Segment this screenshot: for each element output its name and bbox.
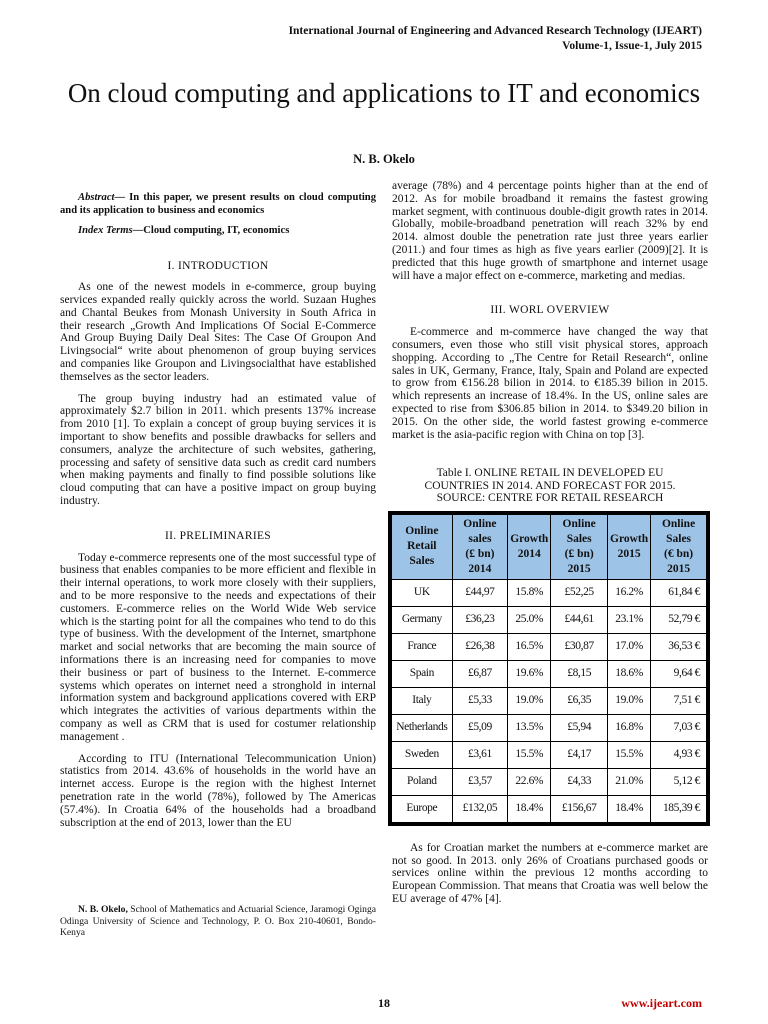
intro-paragraph-1: As one of the newest models in e-commerce, group buying services expanded really quickly across the world. Suzaan Hughes and Chantal Beukes from Monash University in South Africa in their research „Growth And Implications Of Social E-Commerce And Group Buying Daily Deal Sites: The Case Of Groupon And Livingsocial“ write about phenomenon of group buying services and companies like Groupon and Livingsocialthat have established themselves as the sector leaders. — [60, 281, 376, 383]
table-cell: 19.0% — [608, 687, 651, 714]
journal-name: International Journal of Engineering and Advanced Research Technology (IJEART) — [288, 25, 702, 37]
table-cell: £36,23 — [452, 606, 508, 633]
croatia-paragraph: As for Croatian market the numbers at e-commerce market are not so good. In 2013. only 26% of Croatians purchased goods or services online within the previous 12 months according to European Commission. That means that Croatia was well below the EU average of 47% [4]. — [392, 841, 708, 906]
table-cell: UK — [390, 579, 452, 606]
table-cell: 7,51 € — [651, 687, 708, 714]
volume-issue: Volume-1, Issue-1, July 2015 — [562, 40, 702, 52]
table-cell: £4,17 — [551, 741, 608, 768]
table-cell: £5,94 — [551, 714, 608, 741]
table-cell: 52,79 € — [651, 606, 708, 633]
table-cell: £6,87 — [452, 660, 508, 687]
table-cell: £3,57 — [452, 768, 508, 795]
paper-title: On cloud computing and applications to IT and economics — [67, 78, 701, 108]
preliminaries-paragraph-2: According to ITU (International Telecommunication Union) statistics from 2014. 43.6% of households in the world have an internet access. Europe is the region with the highest Internet penetration rate in the world (78%), followed by The Americas (57.4%). In Croatia 64% of the households had a broadband subscription at the end of 2013, lower than the EU — [60, 752, 376, 829]
footnote-block — [60, 904, 376, 939]
table-row — [390, 606, 708, 633]
table-cell: Poland — [390, 768, 452, 795]
table-cell: 16.2% — [608, 579, 651, 606]
table-cell: £5,33 — [452, 687, 508, 714]
table-cell: 9,64 € — [651, 660, 708, 687]
table-cell: £26,38 — [452, 633, 508, 660]
table-row — [390, 741, 708, 768]
table-cell: 16.8% — [608, 714, 651, 741]
table-row — [390, 633, 708, 660]
table-row — [390, 579, 708, 606]
table-cell: 25.0% — [508, 606, 551, 633]
section-heading-introduction: I. INTRODUCTION — [167, 259, 269, 272]
table-row — [390, 660, 708, 687]
table-cell: £3,61 — [452, 741, 508, 768]
header-online-sales-2014: Online sales (£ bn) 2014 — [452, 513, 508, 580]
table-cell: 15.8% — [508, 579, 551, 606]
table-cell: 61,84 € — [651, 579, 708, 606]
header-online-sales-eur-2015: Online Sales (€ bn) 2015 — [651, 513, 708, 580]
running-header — [289, 24, 702, 54]
table-cell: 19.6% — [508, 660, 551, 687]
table-cell: £5,09 — [452, 714, 508, 741]
table-cell: £4,33 — [551, 768, 608, 795]
table-caption-line-3: SOURCE: CENTRE FOR RETAIL RESEARCH — [436, 492, 664, 505]
table-cell: £132,05 — [452, 795, 508, 824]
table-cell: 17.0% — [608, 633, 651, 660]
index-terms-label: Index Terms — [78, 225, 133, 236]
table-cell: Germany — [390, 606, 452, 633]
abstract-label: Abstract — [78, 192, 115, 203]
table-row — [390, 768, 708, 795]
footnote-text: School of Mathematics and Actuarial Science, Jaramogi Oginga Odinga University of Science and Technology, P. O. Box 210-40601, Bondo-Kenya — [60, 904, 376, 938]
table-cell: £30,87 — [551, 633, 608, 660]
table-cell: Sweden — [390, 741, 452, 768]
journal-url-link[interactable]: www.ijeart.com — [621, 996, 702, 1010]
online-retail-table — [388, 511, 710, 826]
right-paragraph-1: average (78%) and 4 percentage points higher than at the end of 2012. As for mobile broadband it remains the fastest growing market segment, with continuous double-digit growth rates in 2014. Globally, mobile-broadband penetration will reach 32% by end 2014. almost double the penetration rate just three years earlier (2011.) and four times as high as five years earlier (2009)[2]. It is predicted that this huge growth of smartphone and internet usage will have a major effect on e-commerce, marketing and medias. — [392, 180, 708, 282]
table-row — [390, 714, 708, 741]
table-cell: 15.5% — [508, 741, 551, 768]
header-growth-2015: Growth 2015 — [608, 513, 651, 580]
table-cell: 185,39 € — [651, 795, 708, 824]
section-heading-world-overview: III. WORL OVERVIEW — [490, 304, 610, 317]
table-cell: 21.0% — [608, 768, 651, 795]
table-cell: Netherlands — [390, 714, 452, 741]
table-cell: 18.4% — [608, 795, 651, 824]
table-cell: £44,97 — [452, 579, 508, 606]
header-online-retail-sales: Online Retail Sales — [390, 513, 452, 580]
table-cell: 18.4% — [508, 795, 551, 824]
table-cell: Spain — [390, 660, 452, 687]
table-caption-line-1: Table I. ONLINE RETAIL IN DEVELOPED EU — [436, 467, 664, 480]
table-cell: 4,93 € — [651, 741, 708, 768]
abstract — [60, 192, 376, 217]
table-cell: £44,61 — [551, 606, 608, 633]
table-cell: 19.0% — [508, 687, 551, 714]
table-cell: 13.5% — [508, 714, 551, 741]
header-online-sales-2015: Online Sales (£ bn) 2015 — [551, 513, 608, 580]
table-header-row — [390, 513, 708, 580]
table-cell: France — [390, 633, 452, 660]
right-column — [392, 180, 708, 915]
table-cell: Italy — [390, 687, 452, 714]
table-cell: 23.1% — [608, 606, 651, 633]
table-row — [390, 687, 708, 714]
table-row — [390, 795, 708, 824]
table-cell: £156,67 — [551, 795, 608, 824]
table-cell: £8,15 — [551, 660, 608, 687]
page-number: 18 — [378, 996, 390, 1010]
header-growth-2014: Growth 2014 — [508, 513, 551, 580]
table-cell: £6,35 — [551, 687, 608, 714]
table-cell: 36,53 € — [651, 633, 708, 660]
table-cell: 7,03 € — [651, 714, 708, 741]
intro-paragraph-2: The group buying industry had an estimated value of approximately $2.7 bilion in 2011. which presents 137% increase from 2010 [1]. To explain a concept of group buying services it is important to show benefits and possible drawbacks for sellers and consumers, analyze the architecture of such websites, gathering, processing and safety of sensitive data such as credit card numbers when making payments and finally to find possible solutions like cloud computing that can have a positive impact on group buying industry. — [60, 392, 376, 508]
table-cell: 22.6% — [508, 768, 551, 795]
world-overview-paragraph: E-commerce and m-commerce have changed the way that consumers, even those who still visit physical stores, approach shopping. According to „The Centre for Retail Research“, online sales in UK, Germany, France, Italy, Spain and Poland are expected to grow from €156.28 bilion in 2014. to €185.39 bilion in 2015. which represents an increase of 18.4%. In the US, online sales are expected to rise from $306.85 bilion in 2014. to $349.20 bilion in 2015. On the other side, the world fastest growing e-commerce market is the asia-pacific region with China on top [3]. — [392, 326, 708, 441]
table-cell: Europe — [390, 795, 452, 824]
table-caption-line-2: COUNTRIES IN 2014. AND FORECAST FOR 2015. — [424, 479, 676, 492]
footnote-author: N. B. Okelo, — [78, 904, 128, 915]
table-cell: 15.5% — [608, 741, 651, 768]
table-caption — [392, 467, 708, 505]
section-heading-preliminaries: II. PRELIMINARIES — [164, 529, 272, 542]
table-cell: £52,25 — [551, 579, 608, 606]
table-cell: 18.6% — [608, 660, 651, 687]
left-column — [60, 192, 376, 838]
table-cell: 16.5% — [508, 633, 551, 660]
index-terms-text: —Cloud computing, IT, economics — [132, 225, 290, 236]
index-terms — [60, 225, 376, 238]
preliminaries-paragraph-1: Today e-commerce represents one of the most successful type of business that enables companies to be more efficient and flexible in their internal operations, to work more closely with their suppliers, and to be more responsive to the needs and expectations of their customers. E-commerce relies on the World Wide Web service which is the starting point for all the compaines who tend to do this type of business. With the development of the Internet, smartphone market and social networks that are becoming the main source of informations there is an increasing need for companies to move their business or part of business to the Internet. E-commerce systems which operates on internet need a stronghold in internal information system and background applications covered with ERP which integrates the activities of various departments within the company as well as CRM that is used for costumer relationship management . — [60, 551, 376, 743]
paper-author: N. B. Okelo — [353, 152, 415, 166]
abstract-text: — In this paper, we present results on cloud computing and its application to business and economics — [60, 192, 376, 216]
author-affiliation — [60, 904, 376, 939]
table-cell: 5,12 € — [651, 768, 708, 795]
